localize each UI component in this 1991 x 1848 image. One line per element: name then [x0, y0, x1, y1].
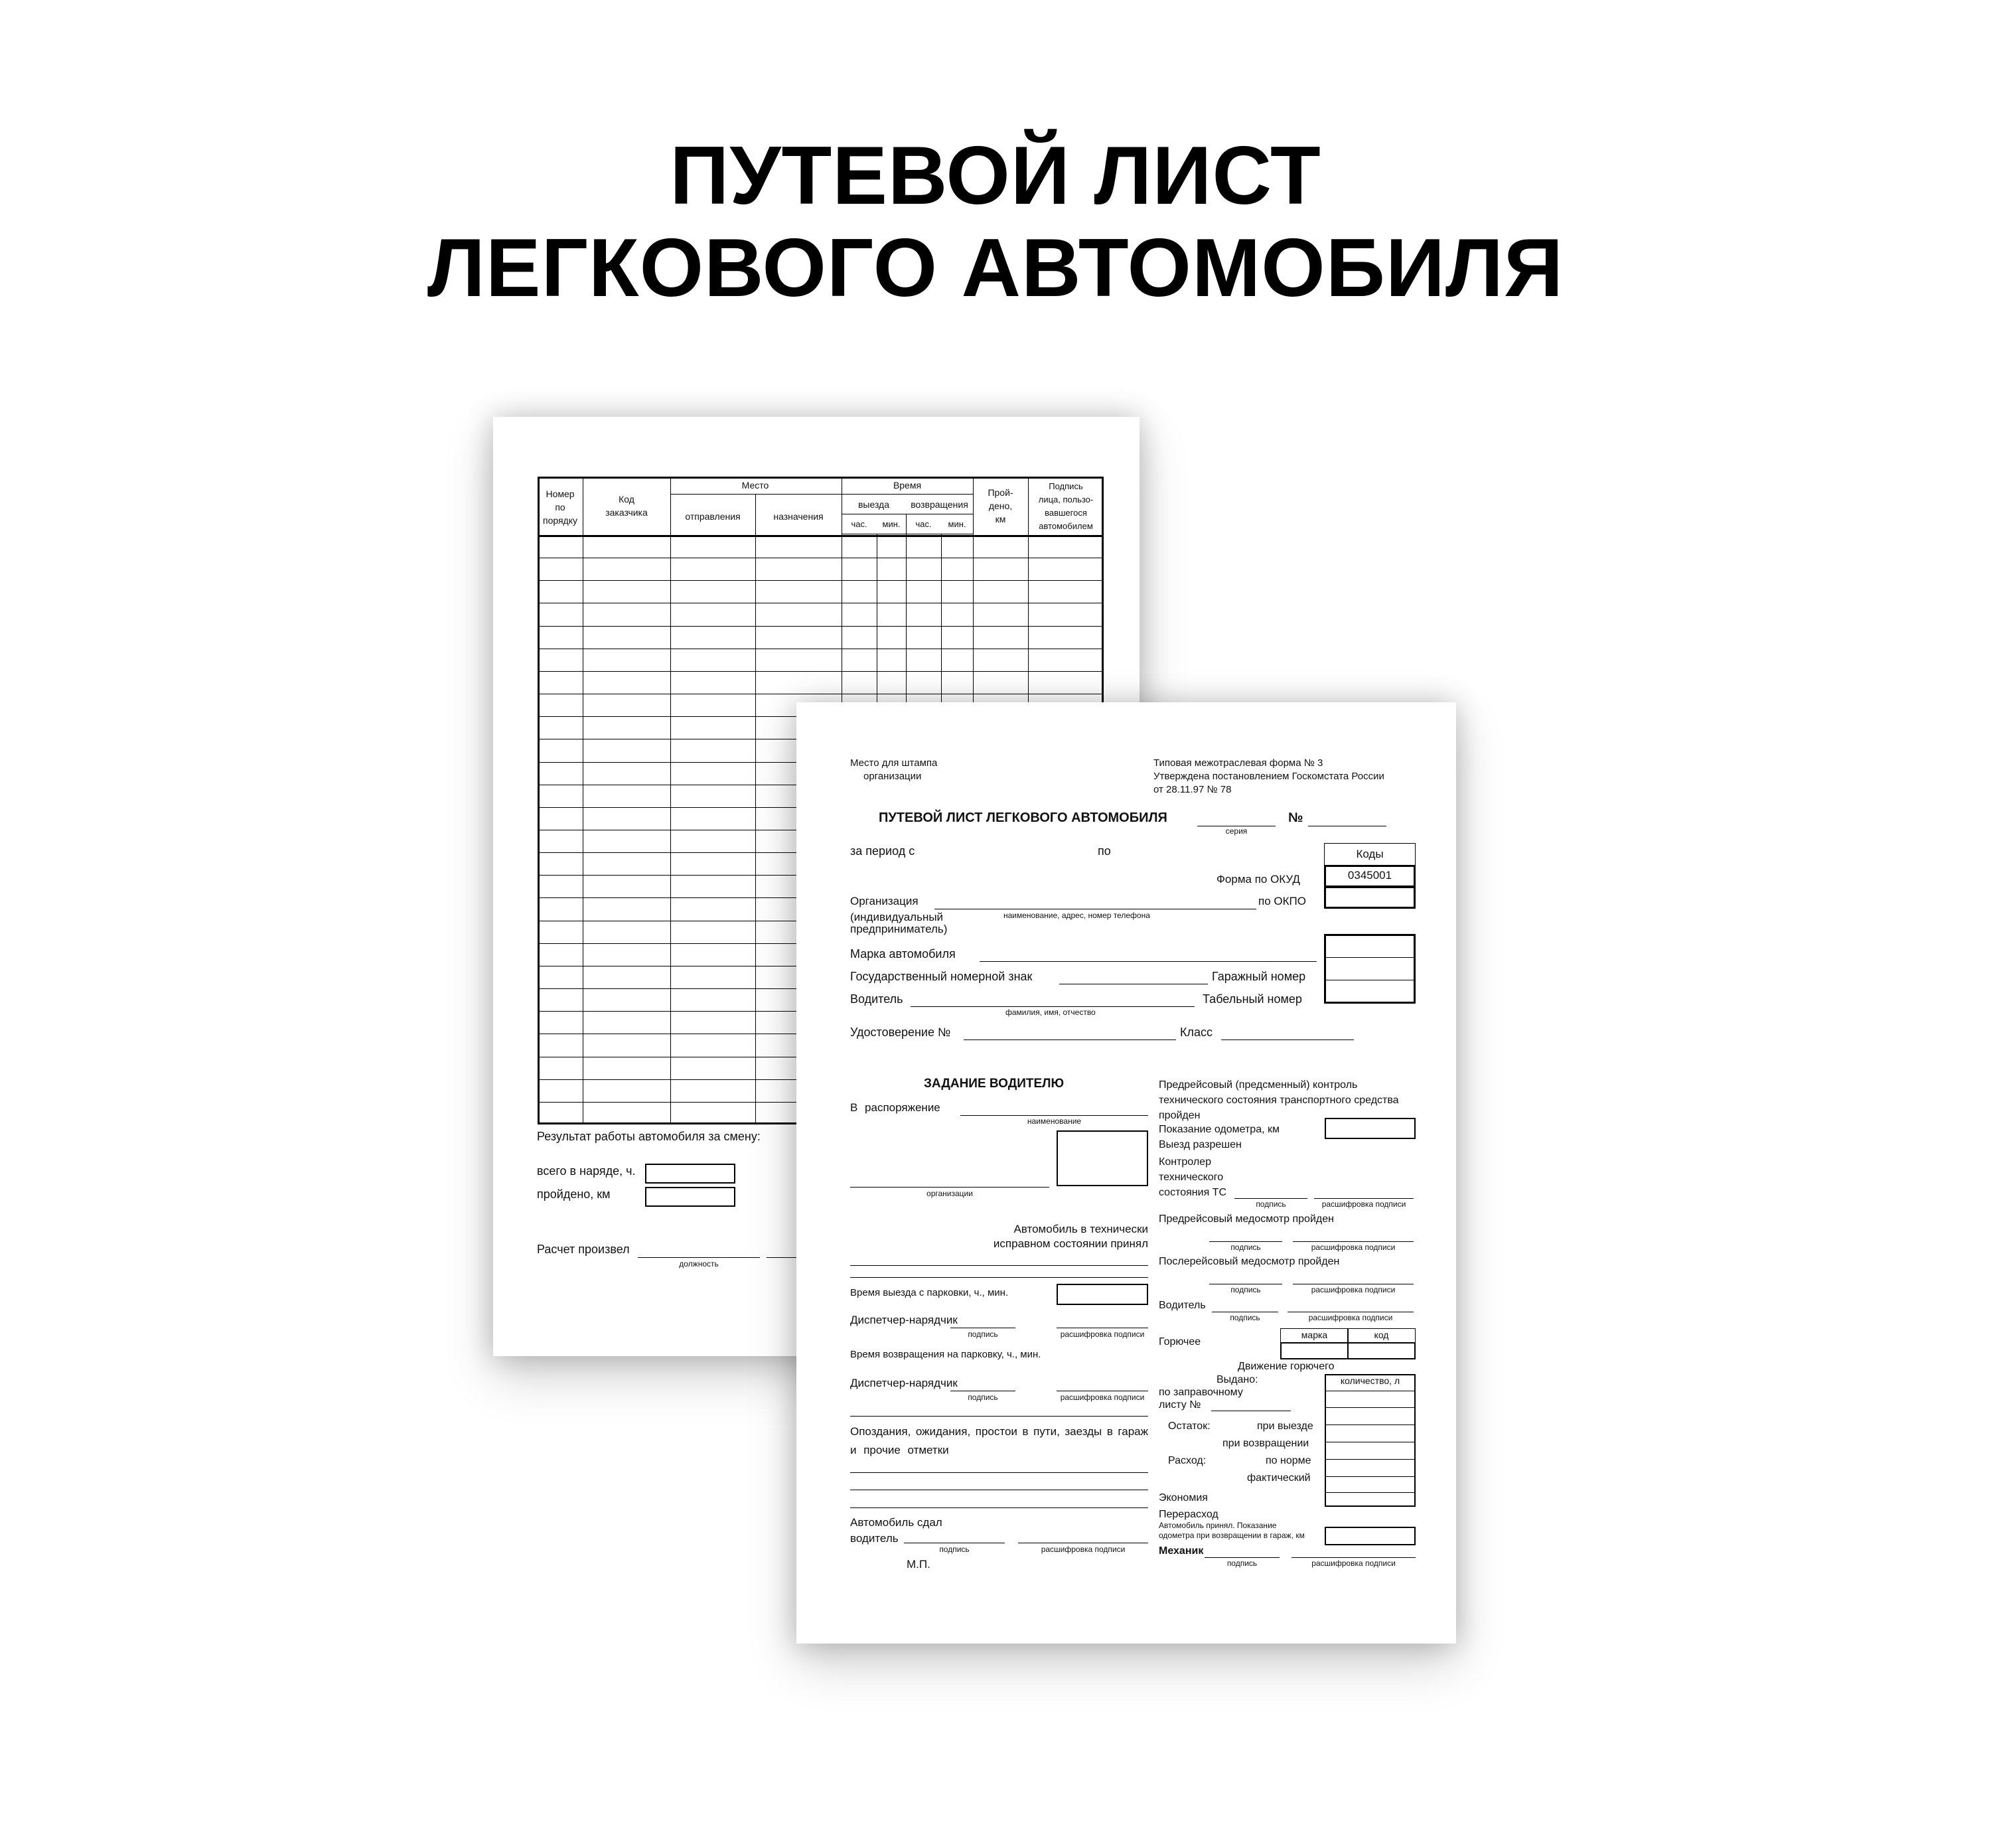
- okpo-box[interactable]: [1324, 886, 1416, 909]
- precheck-3: пройден: [1159, 1110, 1201, 1121]
- controller-2: технического: [1159, 1172, 1224, 1183]
- car-codes-box: [1324, 934, 1416, 1004]
- form-info-2: Утверждена постановлением Госкомстата России: [1153, 771, 1384, 782]
- odometer-box[interactable]: [1325, 1118, 1416, 1139]
- series-sub: серия: [1225, 826, 1248, 836]
- by-norm-label: по норме: [1266, 1455, 1311, 1466]
- fuel-code-box[interactable]: [1347, 1342, 1416, 1359]
- dispatcher-label-2: Диспетчер-нарядчик: [850, 1377, 958, 1389]
- class-label: Класс: [1180, 1026, 1213, 1039]
- stamp-line-1: Место для штампа: [850, 757, 938, 769]
- task-title: ЗАДАНИЕ ВОДИТЕЛЮ: [924, 1077, 1065, 1091]
- fuel-qty-row-line: [1325, 1407, 1416, 1408]
- dispatcher-decode-sub-1: расшифровка подписи: [1060, 1330, 1145, 1339]
- okpo-label: по ОКПО: [1258, 895, 1306, 907]
- table-row-line: [538, 626, 1104, 627]
- mechanic-decode-sub: расшифровка подписи: [1311, 1559, 1396, 1568]
- car-accepted-2: исправном состоянии принял: [993, 1237, 1148, 1250]
- org-label-1: Организация: [850, 895, 919, 907]
- col-num-3: порядку: [542, 515, 578, 526]
- org-sub2: организации: [926, 1189, 973, 1198]
- controller-3: состояния ТС: [1159, 1187, 1226, 1198]
- brand-col: марка: [1301, 1330, 1328, 1340]
- disposal-label: В распоряжение: [850, 1101, 940, 1114]
- exit-hour: час.: [851, 519, 867, 529]
- col-sign-1: Подпись: [1049, 481, 1083, 491]
- dispatcher-decode-sub-2: расшифровка подписи: [1060, 1393, 1145, 1402]
- org-sub: наименование, адрес, номер телефона: [1003, 911, 1150, 920]
- handed-decode-sub: расшифровка подписи: [1041, 1545, 1126, 1554]
- exit-min: мин.: [882, 519, 901, 529]
- code-col: код: [1374, 1330, 1389, 1340]
- on-exit-label: при выезде: [1257, 1421, 1313, 1432]
- accepted-odo-1: Автомобиль принял. Показание: [1159, 1521, 1277, 1530]
- mechanic-label: Механик: [1159, 1545, 1204, 1557]
- plate-label: Государственный номерной знак: [850, 970, 1033, 983]
- table-row-line: [538, 580, 1104, 581]
- premed-label: Предрейсовый медосмотр пройден: [1159, 1213, 1334, 1225]
- handed-1: Автомобиль сдал: [850, 1516, 942, 1529]
- codes-header: Коды: [1356, 848, 1384, 860]
- col-code-2: заказчика: [605, 507, 648, 518]
- name-sub: наименование: [1027, 1116, 1082, 1126]
- postmed-sign-sub: подпись: [1230, 1285, 1261, 1294]
- fuel-qty-row-line: [1325, 1476, 1416, 1477]
- controller-1: Контролер: [1159, 1156, 1211, 1168]
- handed-sign-sub: подпись: [939, 1545, 970, 1554]
- odometer-label: Показание одометра, км: [1159, 1124, 1280, 1135]
- fio-sub: фамилия, имя, отчество: [1005, 1008, 1096, 1017]
- col-time: Время: [893, 480, 922, 491]
- sub-destination: назначения: [773, 511, 824, 522]
- postmed-decode-sub: расшифровка подписи: [1311, 1285, 1396, 1294]
- col-km-3: км: [995, 514, 1006, 524]
- position-sub: должность: [679, 1259, 719, 1269]
- driver-label: Водитель: [850, 992, 903, 1006]
- return-time-label: Время возвращения на парковку, ч., мин.: [850, 1349, 1041, 1360]
- okud-label: Форма по ОКУД: [1217, 873, 1300, 886]
- sub-return: возвращения: [911, 499, 968, 510]
- actual-label: фактический: [1247, 1472, 1311, 1484]
- return-min: мин.: [948, 519, 966, 529]
- accepted-odo-2: одометра при возвращении в гараж, км: [1159, 1531, 1305, 1540]
- precheck-1: Предрейсовый (предсменный) контроль: [1159, 1079, 1358, 1091]
- table-row-line: [538, 671, 1104, 672]
- col-sign-3: вавшегося: [1045, 508, 1087, 518]
- period-to: по: [1098, 844, 1111, 858]
- sub-departure: отправления: [685, 511, 741, 522]
- fuel-qty-row-line: [1325, 1492, 1416, 1493]
- stamp-box: [1057, 1130, 1148, 1186]
- qty-header: количество, л: [1340, 1375, 1400, 1386]
- fuel-qty-row-line: [1325, 1424, 1416, 1425]
- calc-label: Расчет произвел: [537, 1243, 630, 1256]
- front-sheet: [796, 702, 1456, 1644]
- mp-label: М.П.: [907, 1558, 930, 1571]
- tab-label: Табельный номер: [1203, 992, 1302, 1006]
- economy-label: Экономия: [1159, 1492, 1208, 1503]
- garage-label: Гаражный номер: [1212, 970, 1306, 983]
- by-sheet-2: листу №: [1159, 1399, 1201, 1411]
- fuel-brand-box[interactable]: [1280, 1342, 1349, 1359]
- fuel-qty-table: [1325, 1374, 1416, 1507]
- km-label: пройдено, км: [537, 1188, 611, 1201]
- depart-time-label: Время выезда с парковки, ч., мин.: [850, 1287, 1009, 1298]
- form-info-1: Типовая межотраслевая форма № 3: [1153, 757, 1323, 769]
- precheck-2: технического состояния транспортного средства: [1159, 1095, 1399, 1106]
- headline-line-2: ЛЕГКОВОГО АВТОМОБИЛЯ: [427, 222, 1564, 314]
- driver2-sign-sub: подпись: [1230, 1313, 1260, 1322]
- car-brand-label: Марка автомобиля: [850, 947, 956, 961]
- sub-exit: выезда: [857, 499, 890, 510]
- total-box[interactable]: [645, 1164, 735, 1184]
- driver2-label: Водитель: [1159, 1300, 1206, 1311]
- return-odometer-box[interactable]: [1325, 1527, 1416, 1545]
- col-sign-4: автомобилем: [1039, 521, 1093, 531]
- controller-decode-sub: расшифровка подписи: [1321, 1199, 1406, 1209]
- number-sign: №: [1288, 810, 1303, 825]
- postmed-label: Послерейсовый медосмотр пройден: [1159, 1256, 1340, 1267]
- return-hour: час.: [915, 519, 932, 529]
- form-info-3: от 28.11.97 № 78: [1153, 784, 1232, 795]
- dispatcher-sign-sub-1: подпись: [968, 1330, 998, 1339]
- premed-sign-sub: подпись: [1230, 1243, 1261, 1252]
- handed-2: водитель: [850, 1532, 899, 1545]
- org-label-2: (индивидуальный: [850, 911, 944, 923]
- col-place: Место: [741, 480, 769, 491]
- controller-sign-sub: подпись: [1256, 1199, 1286, 1209]
- col-num-2: по: [555, 502, 565, 512]
- license-label: Удостоверение №: [850, 1026, 951, 1039]
- delays-1: Опоздания, ожидания, простои в пути, заезды в гараж: [850, 1425, 1148, 1438]
- col-km-1: Прой-: [988, 487, 1013, 498]
- total-label: всего в наряде, ч.: [537, 1164, 636, 1178]
- col-sign-2: лица, пользо-: [1038, 495, 1094, 504]
- dispatcher-sign-sub-2: подпись: [968, 1393, 998, 1402]
- usage-label: Расход:: [1168, 1455, 1207, 1466]
- premed-decode-sub: расшифровка подписи: [1311, 1243, 1396, 1252]
- col-code-1: Код: [619, 494, 634, 504]
- driver2-decode-sub: расшифровка подписи: [1308, 1313, 1393, 1322]
- org-label-3: предприниматель): [850, 923, 948, 935]
- exit-allowed-label: Выезд разрешен: [1159, 1139, 1242, 1150]
- car-accepted-1: Автомобиль в технически: [1013, 1223, 1148, 1235]
- overspend-label: Перерасход: [1159, 1509, 1218, 1520]
- col-km-2: дено,: [988, 501, 1013, 511]
- fuel-qty-row-line: [1325, 1459, 1416, 1460]
- remainder-label: Остаток:: [1168, 1421, 1211, 1432]
- issued-label: Выдано:: [1217, 1374, 1258, 1385]
- km-box[interactable]: [645, 1187, 735, 1207]
- okud-code: 0345001: [1347, 869, 1392, 882]
- headline-line-1: ПУТЕВОЙ ЛИСТ: [670, 130, 1321, 222]
- dispatcher-label-1: Диспетчер-нарядчик: [850, 1314, 958, 1326]
- delays-2: и прочие отметки: [850, 1444, 949, 1456]
- result-label: Результат работы автомобиля за смену:: [537, 1130, 761, 1143]
- on-return-label: при возвращении: [1222, 1438, 1309, 1449]
- mechanic-sign-sub: подпись: [1226, 1559, 1258, 1568]
- depart-time-box[interactable]: [1057, 1284, 1148, 1305]
- fuel-label: Горючее: [1159, 1336, 1201, 1348]
- form-title: ПУТЕВОЙ ЛИСТ ЛЕГКОВОГО АВТОМОБИЛЯ: [879, 810, 1167, 825]
- by-sheet-1: по заправочному: [1159, 1387, 1243, 1398]
- fuel-move-label: Движение горючего: [1238, 1361, 1335, 1372]
- stamp-line-2: организации: [863, 771, 922, 782]
- col-num-1: Номер: [546, 489, 575, 499]
- period-from: за период с: [850, 844, 915, 858]
